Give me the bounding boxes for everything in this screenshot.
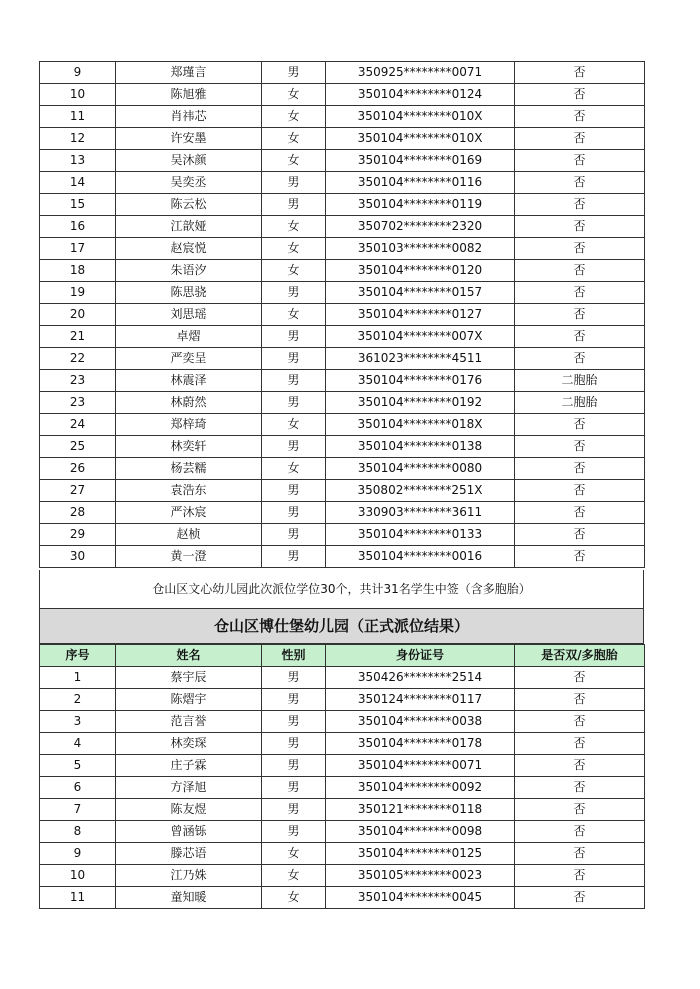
twins-cell: 否 (515, 238, 645, 260)
name-cell: 曾涵铄 (116, 821, 262, 843)
table-row (40, 755, 645, 777)
index-cell: 23 (40, 370, 116, 392)
name-cell: 卓熠 (116, 326, 262, 348)
gender-cell: 女 (262, 238, 326, 260)
index-cell: 9 (40, 843, 116, 865)
twins-cell: 否 (515, 260, 645, 282)
table-row (40, 414, 645, 436)
table-row (40, 733, 645, 755)
id-number-cell: 350104********0178 (326, 733, 515, 755)
id-number-cell: 350104********0125 (326, 843, 515, 865)
table-row (40, 172, 645, 194)
name-cell: 江乃姝 (116, 865, 262, 887)
name-cell: 庄子霖 (116, 755, 262, 777)
name-cell: 肖祎芯 (116, 106, 262, 128)
name-cell: 林奕轩 (116, 436, 262, 458)
header-cell-index: 序号 (40, 645, 116, 667)
index-cell: 23 (40, 392, 116, 414)
gender-cell: 男 (262, 546, 326, 568)
id-number-cell: 350925********0071 (326, 62, 515, 84)
table-row (40, 348, 645, 370)
index-cell: 30 (40, 546, 116, 568)
index-cell: 13 (40, 150, 116, 172)
index-cell: 9 (40, 62, 116, 84)
school-title-boshibao: 仓山区博仕堡幼儿园（正式派位结果） (39, 608, 644, 644)
index-cell: 1 (40, 667, 116, 689)
id-number-cell: 350104********0098 (326, 821, 515, 843)
twins-cell: 否 (515, 128, 645, 150)
gender-cell: 男 (262, 755, 326, 777)
table-row (40, 821, 645, 843)
index-cell: 6 (40, 777, 116, 799)
name-cell: 吴奕丞 (116, 172, 262, 194)
name-cell: 黄一澄 (116, 546, 262, 568)
id-number-cell: 350104********0038 (326, 711, 515, 733)
gender-cell: 女 (262, 458, 326, 480)
index-cell: 4 (40, 733, 116, 755)
index-cell: 24 (40, 414, 116, 436)
twins-cell: 否 (515, 150, 645, 172)
table-row (40, 480, 645, 502)
gender-cell: 男 (262, 502, 326, 524)
twins-cell: 否 (515, 865, 645, 887)
name-cell: 吴沐颜 (116, 150, 262, 172)
name-cell: 陈思骁 (116, 282, 262, 304)
twins-cell: 否 (515, 843, 645, 865)
table-row (40, 777, 645, 799)
id-number-cell: 330903********3611 (326, 502, 515, 524)
twins-cell: 否 (515, 546, 645, 568)
wenxin-summary: 仓山区文心幼儿园此次派位学位30个，共计31名学生中签（含多胞胎） (39, 570, 644, 609)
table-row (40, 238, 645, 260)
table-row (40, 689, 645, 711)
table-row (40, 282, 645, 304)
name-cell: 林震泽 (116, 370, 262, 392)
gender-cell: 女 (262, 150, 326, 172)
gender-cell: 男 (262, 480, 326, 502)
name-cell: 严沐宸 (116, 502, 262, 524)
id-number-cell: 350121********0118 (326, 799, 515, 821)
table-row (40, 260, 645, 282)
twins-cell: 二胞胎 (515, 392, 645, 414)
twins-cell: 否 (515, 480, 645, 502)
name-cell: 杨芸糯 (116, 458, 262, 480)
name-cell: 蔡宇辰 (116, 667, 262, 689)
id-number-cell: 361023********4511 (326, 348, 515, 370)
id-number-cell: 350104********0169 (326, 150, 515, 172)
name-cell: 朱语汐 (116, 260, 262, 282)
id-number-cell: 350104********0080 (326, 458, 515, 480)
id-number-cell: 350105********0023 (326, 865, 515, 887)
gender-cell: 男 (262, 326, 326, 348)
index-cell: 12 (40, 128, 116, 150)
index-cell: 28 (40, 502, 116, 524)
id-number-cell: 350104********0116 (326, 172, 515, 194)
id-number-cell: 350103********0082 (326, 238, 515, 260)
gender-cell: 男 (262, 436, 326, 458)
gender-cell: 男 (262, 370, 326, 392)
index-cell: 15 (40, 194, 116, 216)
table-row (40, 216, 645, 238)
name-cell: 严奕呈 (116, 348, 262, 370)
twins-cell: 否 (515, 436, 645, 458)
index-cell: 22 (40, 348, 116, 370)
id-number-cell: 350802********251X (326, 480, 515, 502)
twins-cell: 否 (515, 667, 645, 689)
index-cell: 8 (40, 821, 116, 843)
table-row (40, 843, 645, 865)
twins-cell: 否 (515, 172, 645, 194)
table-row (40, 458, 645, 480)
gender-cell: 女 (262, 843, 326, 865)
gender-cell: 男 (262, 689, 326, 711)
twins-cell: 否 (515, 84, 645, 106)
gender-cell: 女 (262, 216, 326, 238)
twins-cell: 否 (515, 106, 645, 128)
id-number-cell: 350104********010X (326, 106, 515, 128)
table-row (40, 194, 645, 216)
table-row (40, 865, 645, 887)
index-cell: 7 (40, 799, 116, 821)
table-row (40, 326, 645, 348)
table-row (40, 62, 645, 84)
twins-cell: 否 (515, 194, 645, 216)
id-number-cell: 350104********0071 (326, 755, 515, 777)
twins-cell: 否 (515, 524, 645, 546)
index-cell: 19 (40, 282, 116, 304)
id-number-cell: 350104********010X (326, 128, 515, 150)
name-cell: 江歆娅 (116, 216, 262, 238)
gender-cell: 女 (262, 865, 326, 887)
index-cell: 3 (40, 711, 116, 733)
index-cell: 18 (40, 260, 116, 282)
gender-cell: 女 (262, 414, 326, 436)
twins-cell: 否 (515, 755, 645, 777)
gender-cell: 男 (262, 172, 326, 194)
twins-cell: 否 (515, 326, 645, 348)
gender-cell: 男 (262, 821, 326, 843)
index-cell: 10 (40, 865, 116, 887)
twins-cell: 否 (515, 216, 645, 238)
twins-cell: 二胞胎 (515, 370, 645, 392)
index-cell: 20 (40, 304, 116, 326)
index-cell: 14 (40, 172, 116, 194)
table-row (40, 84, 645, 106)
gender-cell: 女 (262, 304, 326, 326)
twins-cell: 否 (515, 689, 645, 711)
table-row (40, 128, 645, 150)
gender-cell: 男 (262, 348, 326, 370)
id-number-cell: 350426********2514 (326, 667, 515, 689)
id-number-cell: 350104********0124 (326, 84, 515, 106)
id-number-cell: 350104********0119 (326, 194, 515, 216)
name-cell: 童知暖 (116, 887, 262, 909)
twins-cell: 否 (515, 711, 645, 733)
gender-cell: 男 (262, 711, 326, 733)
name-cell: 袁浩东 (116, 480, 262, 502)
twins-cell: 否 (515, 304, 645, 326)
index-cell: 17 (40, 238, 116, 260)
table-row (40, 106, 645, 128)
name-cell: 赵宸悦 (116, 238, 262, 260)
results-table-boshibao (39, 644, 645, 909)
index-cell: 26 (40, 458, 116, 480)
id-number-cell: 350104********007X (326, 326, 515, 348)
name-cell: 陈友煜 (116, 799, 262, 821)
twins-cell: 否 (515, 502, 645, 524)
name-cell: 滕芯语 (116, 843, 262, 865)
table-header-row (40, 645, 645, 667)
index-cell: 11 (40, 106, 116, 128)
gender-cell: 女 (262, 84, 326, 106)
table-row (40, 711, 645, 733)
table-row (40, 502, 645, 524)
id-number-cell: 350104********0138 (326, 436, 515, 458)
twins-cell: 否 (515, 821, 645, 843)
name-cell: 陈熠宇 (116, 689, 262, 711)
name-cell: 陈云松 (116, 194, 262, 216)
twins-cell: 否 (515, 282, 645, 304)
table-row (40, 667, 645, 689)
id-number-cell: 350104********0120 (326, 260, 515, 282)
table-row (40, 887, 645, 909)
name-cell: 林奕琛 (116, 733, 262, 755)
header-cell-id-number: 身份证号 (326, 645, 515, 667)
gender-cell: 男 (262, 62, 326, 84)
gender-cell: 女 (262, 106, 326, 128)
name-cell: 赵桢 (116, 524, 262, 546)
gender-cell: 女 (262, 128, 326, 150)
twins-cell: 否 (515, 733, 645, 755)
twins-cell: 否 (515, 777, 645, 799)
gender-cell: 男 (262, 194, 326, 216)
id-number-cell: 350104********018X (326, 414, 515, 436)
index-cell: 16 (40, 216, 116, 238)
twins-cell: 否 (515, 799, 645, 821)
table-row (40, 436, 645, 458)
table-row (40, 799, 645, 821)
id-number-cell: 350104********0045 (326, 887, 515, 909)
name-cell: 刘思瑶 (116, 304, 262, 326)
twins-cell: 否 (515, 887, 645, 909)
gender-cell: 女 (262, 887, 326, 909)
twins-cell: 否 (515, 458, 645, 480)
twins-cell: 否 (515, 414, 645, 436)
table-row (40, 392, 645, 414)
index-cell: 25 (40, 436, 116, 458)
id-number-cell: 350104********0016 (326, 546, 515, 568)
table-row (40, 370, 645, 392)
id-number-cell: 350104********0127 (326, 304, 515, 326)
id-number-cell: 350104********0192 (326, 392, 515, 414)
gender-cell: 男 (262, 667, 326, 689)
id-number-cell: 350104********0133 (326, 524, 515, 546)
index-cell: 27 (40, 480, 116, 502)
name-cell: 许安墨 (116, 128, 262, 150)
name-cell: 林蔚然 (116, 392, 262, 414)
index-cell: 21 (40, 326, 116, 348)
gender-cell: 男 (262, 733, 326, 755)
id-number-cell: 350104********0092 (326, 777, 515, 799)
gender-cell: 男 (262, 392, 326, 414)
header-cell-gender: 性别 (262, 645, 326, 667)
gender-cell: 男 (262, 799, 326, 821)
id-number-cell: 350124********0117 (326, 689, 515, 711)
twins-cell: 否 (515, 348, 645, 370)
table-row (40, 304, 645, 326)
name-cell: 陈旭雅 (116, 84, 262, 106)
gender-cell: 男 (262, 282, 326, 304)
name-cell: 方泽旭 (116, 777, 262, 799)
id-number-cell: 350702********2320 (326, 216, 515, 238)
gender-cell: 女 (262, 260, 326, 282)
id-number-cell: 350104********0157 (326, 282, 515, 304)
index-cell: 11 (40, 887, 116, 909)
index-cell: 5 (40, 755, 116, 777)
index-cell: 10 (40, 84, 116, 106)
gender-cell: 男 (262, 524, 326, 546)
results-table-wenxin (39, 61, 645, 568)
table-row (40, 546, 645, 568)
name-cell: 范言誉 (116, 711, 262, 733)
name-cell: 郑瑾言 (116, 62, 262, 84)
index-cell: 29 (40, 524, 116, 546)
name-cell: 郑梓琦 (116, 414, 262, 436)
index-cell: 2 (40, 689, 116, 711)
twins-cell: 否 (515, 62, 645, 84)
table-row (40, 150, 645, 172)
gender-cell: 男 (262, 777, 326, 799)
table-row (40, 524, 645, 546)
header-cell-name: 姓名 (116, 645, 262, 667)
id-number-cell: 350104********0176 (326, 370, 515, 392)
header-cell-twins: 是否双/多胞胎 (515, 645, 645, 667)
